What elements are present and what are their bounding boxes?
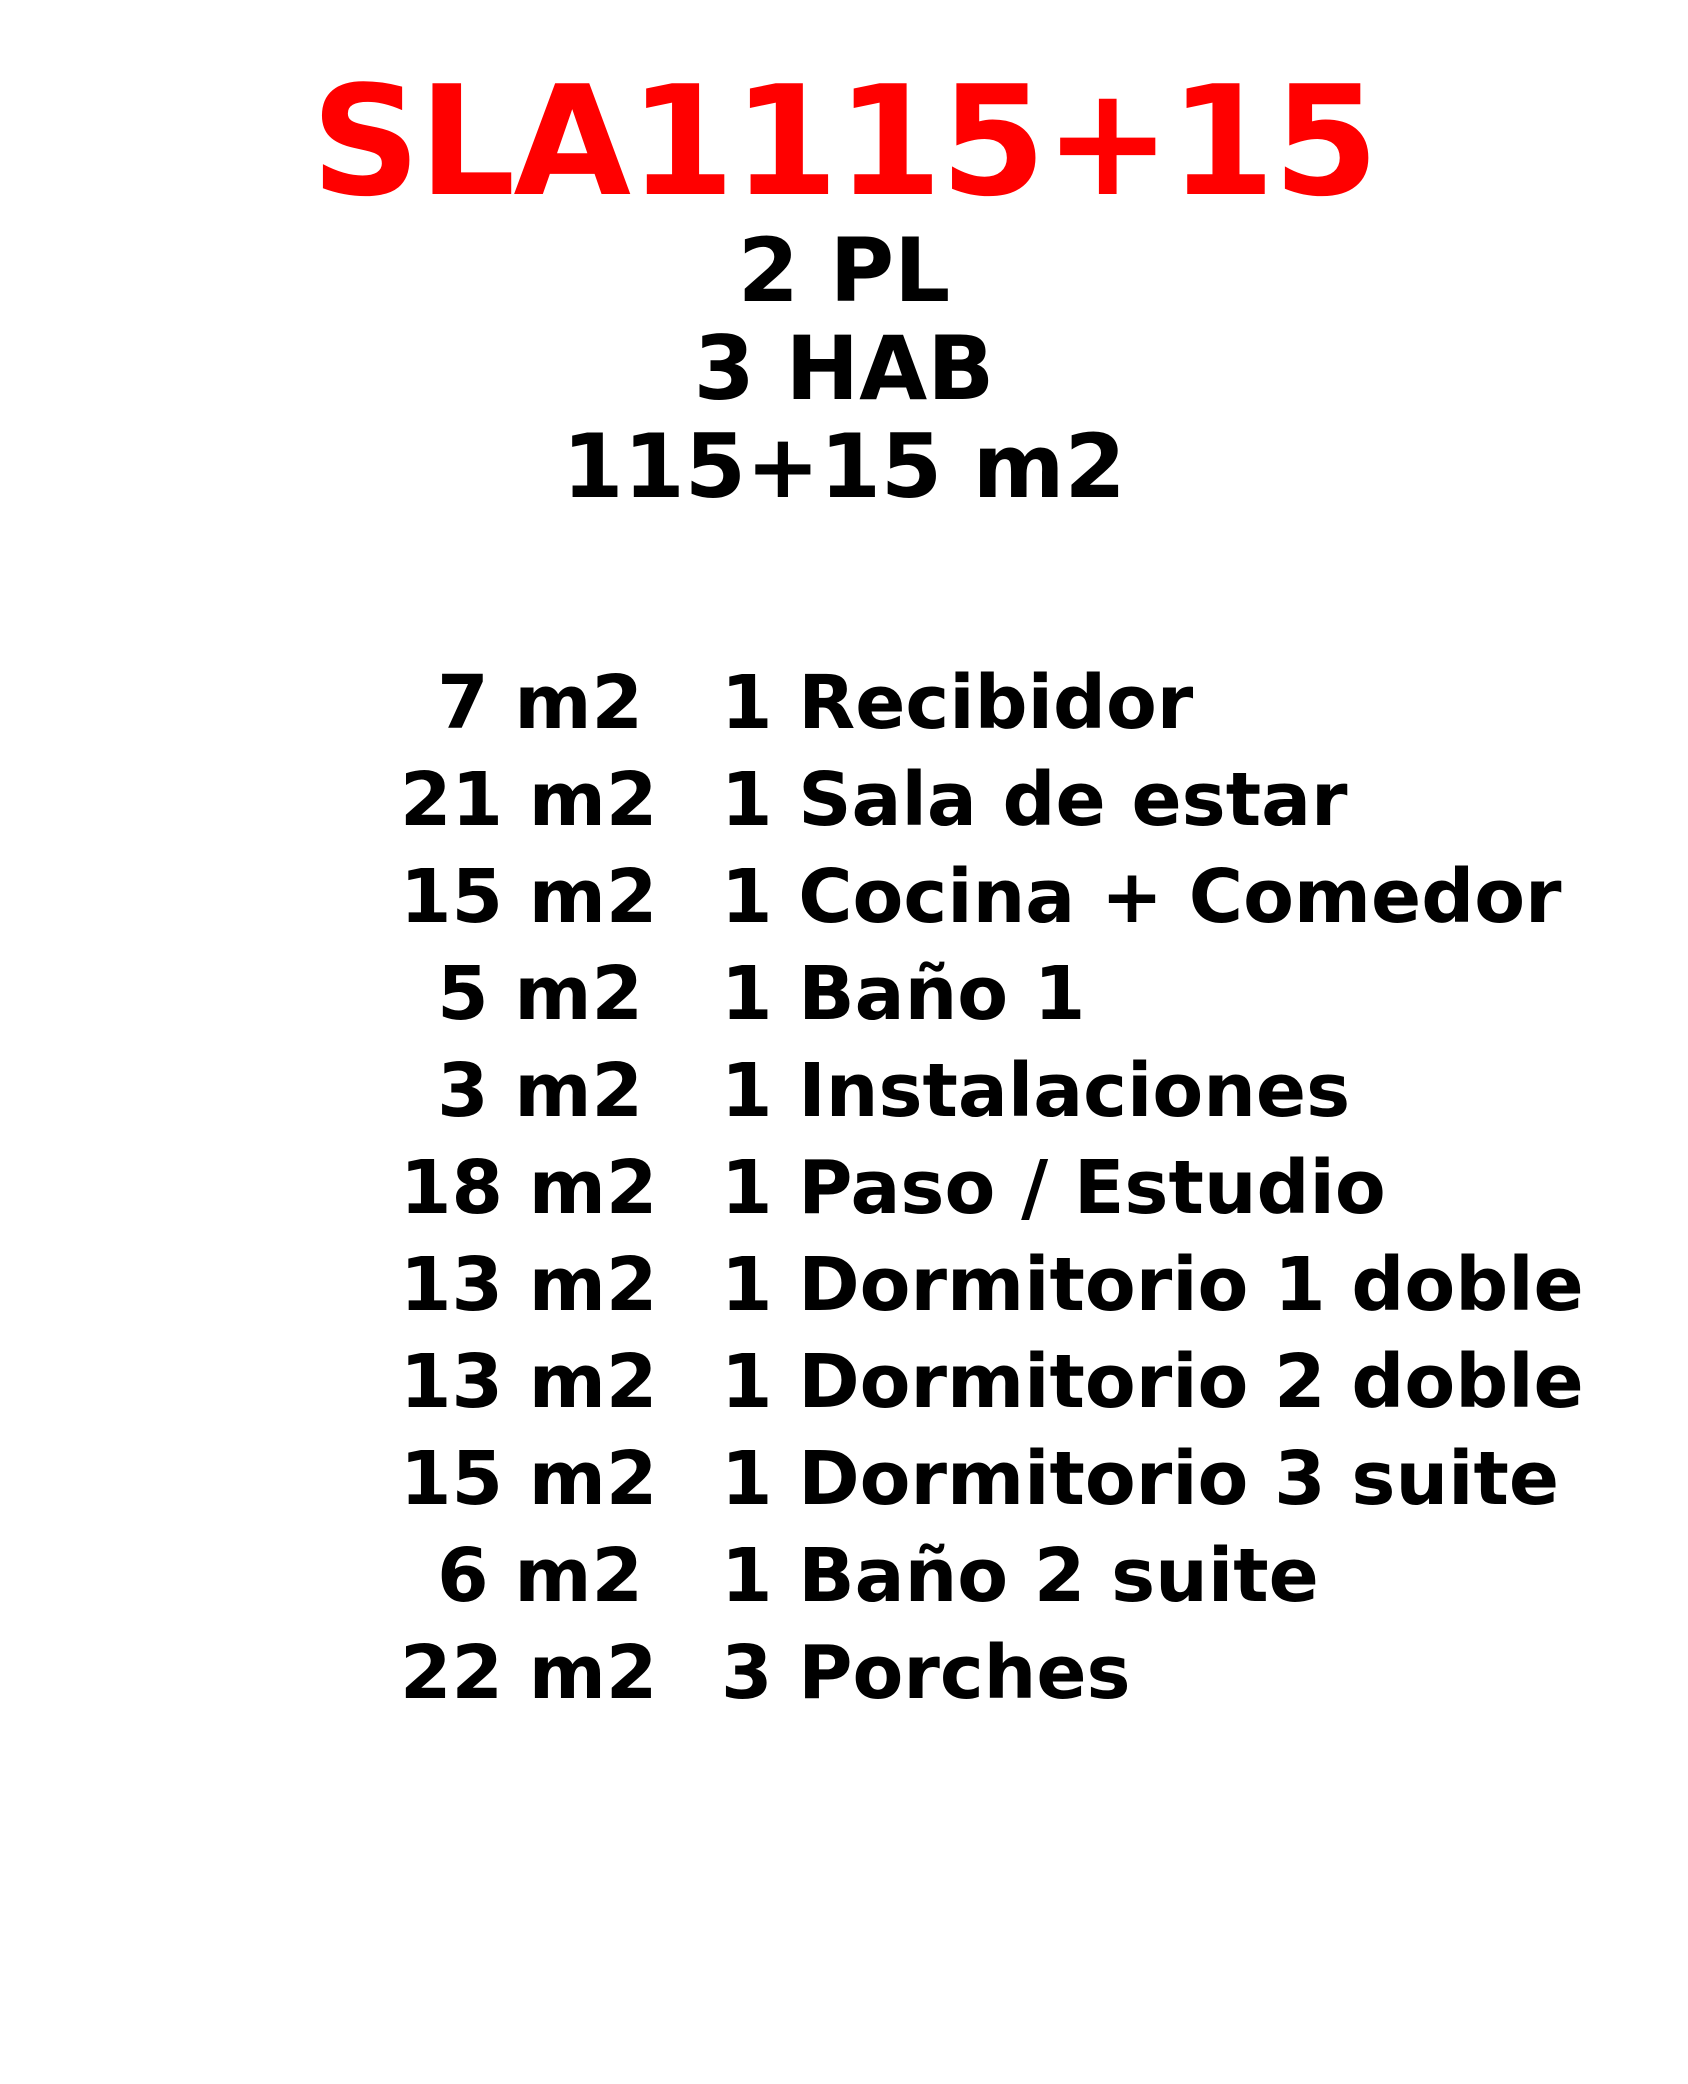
bedrooms-label: 3 HAB bbox=[693, 317, 995, 420]
room-row bbox=[400, 945, 1600, 1042]
room-description: 1 Baño 2 suite bbox=[721, 1532, 1319, 1619]
room-row bbox=[400, 654, 1600, 751]
room-list bbox=[400, 654, 1600, 1721]
room-description: 3 Porches bbox=[721, 1629, 1131, 1716]
surface-label: 115+15 m2 bbox=[562, 415, 1126, 518]
room-area: 15 m2 bbox=[400, 853, 658, 940]
room-area: 6 m2 bbox=[437, 1532, 643, 1619]
floors-label: 2 PL bbox=[737, 219, 951, 322]
room-row bbox=[400, 848, 1600, 945]
room-description: 1 Paso / Estudio bbox=[721, 1144, 1386, 1231]
room-row bbox=[400, 1139, 1600, 1236]
room-description: 1 Recibidor bbox=[721, 659, 1194, 746]
room-description: 1 Dormitorio 1 doble bbox=[721, 1241, 1584, 1328]
room-area: 7 m2 bbox=[437, 659, 643, 746]
room-description: 1 Dormitorio 2 doble bbox=[721, 1338, 1584, 1425]
room-description: 1 Cocina + Comedor bbox=[721, 853, 1562, 940]
room-row bbox=[400, 1624, 1600, 1721]
room-row bbox=[400, 751, 1600, 848]
room-area: 21 m2 bbox=[400, 756, 658, 843]
model-code-title: SLA1115+15 bbox=[311, 53, 1377, 230]
room-description: 1 Dormitorio 3 suite bbox=[721, 1435, 1560, 1522]
room-description: 1 Instalaciones bbox=[721, 1047, 1351, 1134]
room-row bbox=[400, 1236, 1600, 1333]
room-row bbox=[400, 1527, 1600, 1624]
room-area: 22 m2 bbox=[400, 1629, 658, 1716]
room-area: 18 m2 bbox=[400, 1144, 658, 1231]
room-area: 15 m2 bbox=[400, 1435, 658, 1522]
room-row bbox=[400, 1430, 1600, 1527]
room-area: 5 m2 bbox=[437, 950, 643, 1037]
room-description: 1 Sala de estar bbox=[721, 756, 1348, 843]
header bbox=[0, 53, 1688, 518]
room-row bbox=[400, 1333, 1600, 1430]
room-description: 1 Baño 1 bbox=[721, 950, 1086, 1037]
room-area: 3 m2 bbox=[437, 1047, 643, 1134]
room-area: 13 m2 bbox=[400, 1338, 658, 1425]
room-row bbox=[400, 1042, 1600, 1139]
room-area: 13 m2 bbox=[400, 1241, 658, 1328]
